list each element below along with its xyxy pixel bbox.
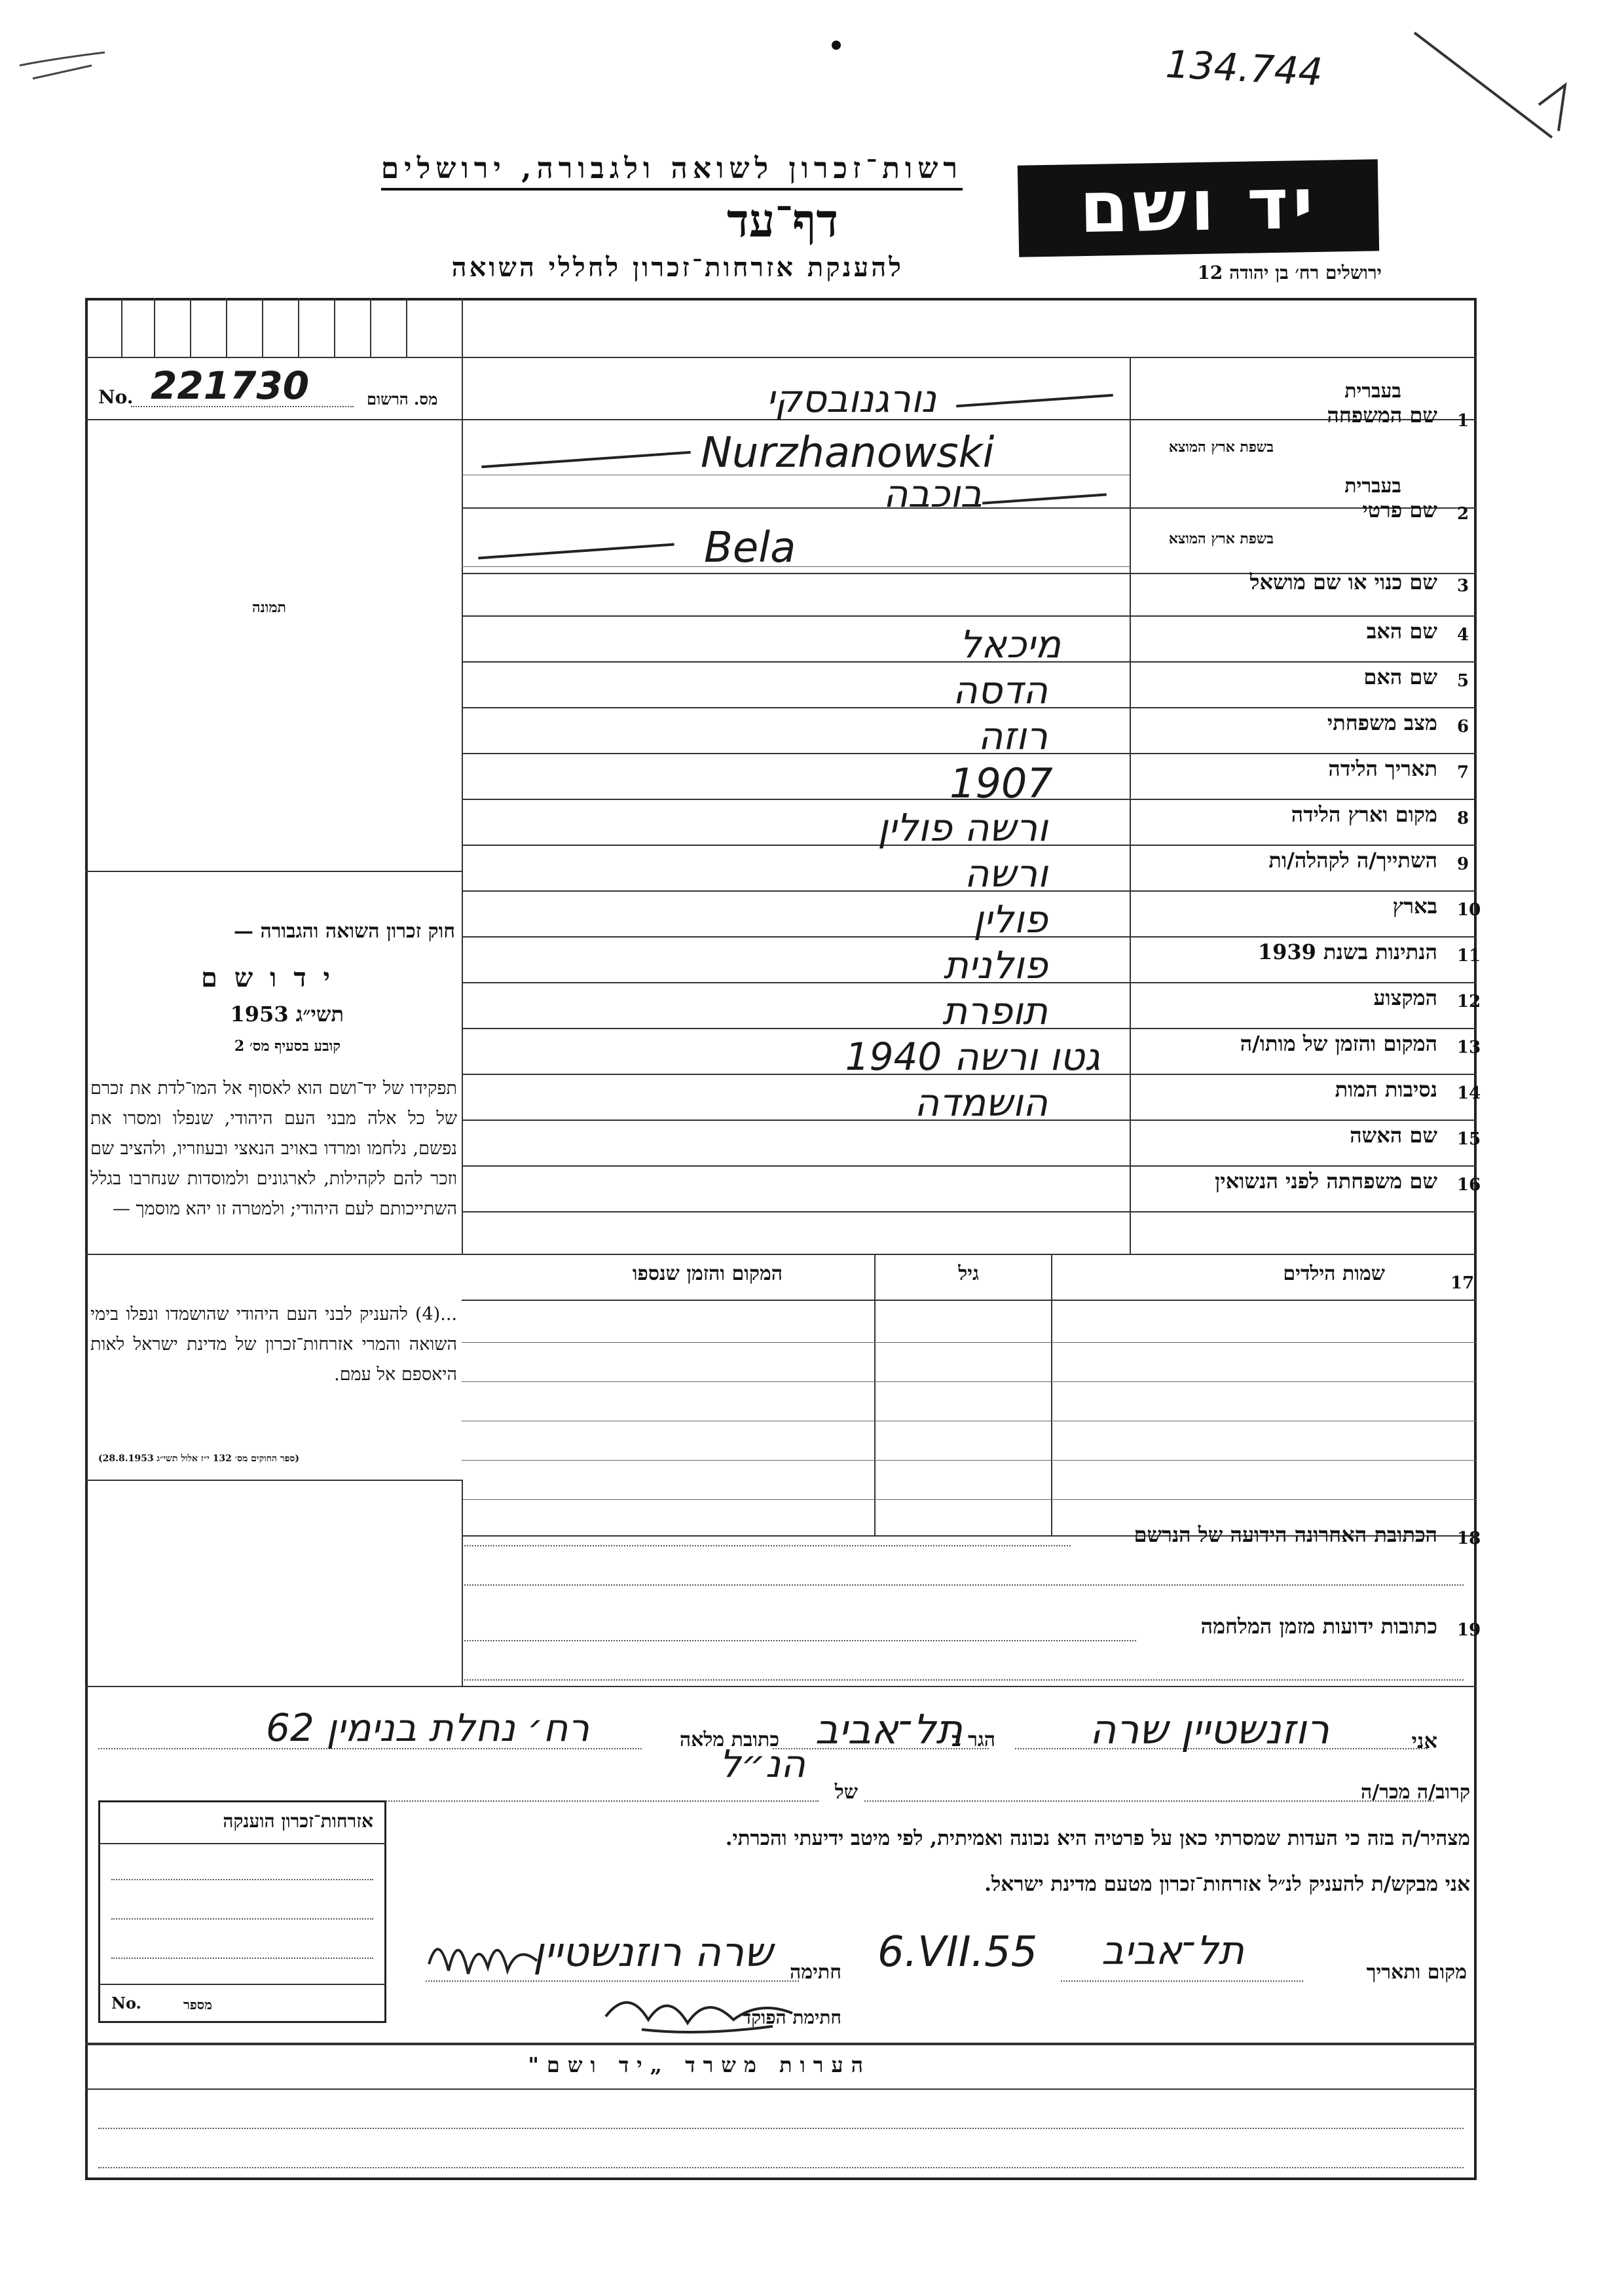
- row-line: [462, 936, 1477, 938]
- decl-officer-label: חתימת הפוקד: [742, 2007, 841, 2028]
- field-10-label: בארץ: [1392, 894, 1437, 919]
- authority-name: רשות־זכרון לשואה ולגבורה, ירושלים: [381, 152, 963, 191]
- photo-label: תמונה: [252, 599, 286, 616]
- left-column-divider: [462, 298, 463, 1254]
- decl-address-label: כתובת מלאה: [679, 1728, 779, 1751]
- decl-city: תל־אביב: [815, 1705, 963, 1753]
- decl-statement-1: מצהיר/ה בזה כי העדות שמסרתי כאן על פרטיה היא נכונה ואמיתית, לפי מיטב ידיעתי והכרתי.: [725, 1827, 1470, 1850]
- field-11-number: 11: [1457, 946, 1481, 966]
- law-year: תשי״ג 1953: [230, 1002, 344, 1027]
- decl-place-date-label: מקום ותאריך: [1366, 1961, 1467, 1984]
- field-5-label: שם האם: [1363, 665, 1437, 689]
- field-11-label: הנתינות בשנת 1939: [1257, 939, 1437, 964]
- row-line: [462, 753, 1477, 754]
- row-line: [462, 1211, 1477, 1212]
- field-15-number: 15: [1457, 1129, 1481, 1149]
- field-9-label: השתייך/ה לקהלה/ות: [1268, 848, 1437, 873]
- grid-line: [226, 298, 227, 357]
- citizenship-box-rule: [98, 1984, 386, 1985]
- field-18-line-2: [462, 1584, 1464, 1586]
- field-19-line-2: [462, 1679, 1464, 1681]
- citizenship-box: [98, 1800, 386, 2023]
- grid-line: [121, 298, 122, 357]
- law-box-bottom: [85, 1480, 462, 1481]
- officer-signature-scribble: [602, 1984, 825, 2045]
- field-2-number: 2: [1457, 504, 1469, 524]
- decl-place-value: תל־אביב: [1101, 1928, 1244, 1974]
- grid-line: [154, 298, 155, 357]
- decl-relation-value: הנ״ל: [719, 1741, 805, 1786]
- field-14-value: הושמדה: [914, 1080, 1048, 1125]
- children-row-line: [462, 1342, 1477, 1343]
- field-1-sub-hebrew: בעברית: [1344, 380, 1401, 403]
- office-notes-line: [98, 2128, 1464, 2129]
- field-4-number: 4: [1457, 625, 1469, 645]
- field-15-label: שם האשה: [1350, 1123, 1437, 1148]
- grid-line: [262, 298, 263, 357]
- law-citation: (ספר החוקים מס׳ 132 י״ז אלול תשי״ג 28.8.1953): [98, 1453, 299, 1464]
- decl-signature-label: חתימה: [790, 1961, 841, 1984]
- citizenship-box-line: [111, 1879, 373, 1880]
- section-divider: [85, 1686, 1477, 1687]
- logo-text: יד ושם: [1079, 162, 1318, 249]
- citizenship-no-label: No.: [111, 1994, 141, 2013]
- field-8-number: 8: [1457, 809, 1469, 828]
- row-line: [85, 1254, 1477, 1255]
- row-line: [462, 419, 1477, 420]
- archive-number: 134.744: [1164, 41, 1324, 95]
- left-column-divider-lower: [462, 1480, 463, 1686]
- grid-line: [406, 298, 407, 357]
- decl-of-label: של: [834, 1781, 858, 1804]
- row-line: [462, 1165, 1477, 1167]
- form-title: דף־עד: [726, 193, 838, 247]
- field-6-number: 6: [1457, 717, 1469, 737]
- field-13-number: 13: [1457, 1038, 1481, 1057]
- field-2-sub-origin: בשפת ארץ המוצא: [1168, 530, 1274, 547]
- law-paragraph-1: תפקידו של יד־ושם הוא לאסוף אל המו־לדת את זכרם של כל אלה מבני העם היהודי, שנפלו ומסרו את נפשם, נלחמו ומרדו באויב הנאצי ובעוזריו, ולהציב שם וזכר להם לקהילות, לארגונים ולמוסדות שנחרבו בגלל השתייכותם לעם היהודי; ולמטרה זו יהא מוסמך —: [90, 1078, 457, 1219]
- field-13-value: גטו ורשה 1940: [845, 1034, 1100, 1079]
- field-4-label: שם האב: [1366, 619, 1437, 644]
- decl-signature-value: שרה רוזנשטיין: [532, 1928, 773, 1976]
- field-19-number: 19: [1457, 1620, 1481, 1640]
- corner-mark-top-left: [13, 39, 118, 94]
- office-notes-title: הערות משרד „יד ושם": [528, 2052, 871, 2077]
- field-19-label: כתובות ידועות מזמן המלחמה: [1200, 1614, 1437, 1639]
- children-col-names: שמות הילדים: [1283, 1262, 1385, 1285]
- field-18-line: [462, 1545, 1071, 1546]
- witness-signature-scribble: [426, 1925, 544, 1999]
- children-col-divider: [1051, 1254, 1052, 1535]
- row-line: [462, 615, 1477, 617]
- children-col-divider: [874, 1254, 876, 1535]
- children-col-age: גיל: [958, 1262, 979, 1285]
- decl-ani: אני: [1411, 1728, 1437, 1753]
- field-3-label: שם כנוי או שם מושאל: [1249, 570, 1437, 594]
- grid-line: [334, 298, 335, 357]
- field-16-number: 16: [1457, 1175, 1481, 1195]
- office-notes-rule: [85, 2088, 1477, 2090]
- field-16-label: שם משפחתה לפני הנשואין: [1215, 1169, 1437, 1194]
- grid-line: [370, 298, 371, 357]
- law-paragraph-2: ...(4) להעניק לבני העם היהודי שהושמדו ונפלו בימי השואה והמרי אזרחות־זכרון של מדינת ישראל לאות היאספם אל עמם.: [90, 1304, 457, 1385]
- registration-no-value: 221730: [151, 363, 310, 408]
- citizenship-number-label: מספר: [183, 1997, 212, 2013]
- field-1-value-origin: Nurzhanowski: [701, 429, 995, 477]
- decl-statement-2: אני מבקש/ת להעניק לנ״ל אזרחות־זכרון מטעם מדינת ישראל.: [984, 1872, 1470, 1896]
- children-row-line: [462, 1381, 1477, 1382]
- ink-dot: [832, 41, 841, 50]
- field-10-number: 10: [1457, 900, 1481, 920]
- grid-line: [298, 298, 299, 357]
- children-table-header-line: [462, 1300, 1477, 1301]
- field-11-value: פולנית: [943, 943, 1048, 987]
- field-3-number: 3: [1457, 576, 1469, 596]
- field-10-value: פולין: [973, 897, 1048, 941]
- citizenship-box-title: אזרחות־זכרון הוענקה: [223, 1810, 373, 1832]
- field-18-number: 18: [1457, 1529, 1481, 1548]
- field-9-value: ורשה: [964, 851, 1048, 896]
- field-6-value: רוזה: [978, 714, 1048, 758]
- field-2-value-hebrew: בוכבה: [883, 471, 982, 516]
- field-8-label: מקום וארץ הלידה: [1291, 802, 1437, 827]
- field-9-number: 9: [1457, 854, 1469, 874]
- photo-box-top: [85, 419, 462, 420]
- field-12-value: תופרת: [942, 989, 1048, 1033]
- field-19-line: [462, 1640, 1136, 1641]
- field-14-label: נסיבות המות: [1335, 1077, 1437, 1102]
- field-14-number: 14: [1457, 1084, 1481, 1103]
- decl-date-value: 6.VII.55: [877, 1928, 1038, 1977]
- field-13-label: המקום והזמן של מותו/ה: [1240, 1031, 1437, 1056]
- field-6-label: מצב משפחתי: [1327, 710, 1437, 735]
- field-7-label: תאריך הלידה: [1328, 756, 1437, 781]
- field-17-number: 17: [1450, 1273, 1475, 1293]
- field-2-sub-hebrew: בעברית: [1344, 475, 1401, 498]
- decl-relation-label: קרוב/ה מכר/ה: [1361, 1781, 1470, 1804]
- children-row-line: [462, 1499, 1477, 1500]
- children-col-place: המקום והזמן שנספו: [632, 1262, 783, 1285]
- children-row-line: [462, 1460, 1477, 1461]
- field-7-number: 7: [1457, 763, 1469, 782]
- form-subtitle: להענקת אזרחות־זכרון לחללי השואה: [451, 252, 904, 283]
- field-1-sub-origin: בשפת ארץ המוצא: [1168, 439, 1274, 456]
- decl-witness-name: רוזנשטיין שרה: [1089, 1705, 1329, 1753]
- field-2-label: שם פרטי: [1362, 498, 1437, 522]
- field-2-value-origin: Bela: [704, 524, 796, 572]
- field-1-label: שם המשפחה: [1327, 403, 1437, 428]
- office-notes-top-rule: [85, 2043, 1477, 2045]
- registration-label: מס. הרשום: [367, 390, 438, 409]
- law-title: חוק זכרון השואה והגבורה —: [234, 920, 455, 943]
- field-1-number: 1: [1457, 411, 1469, 431]
- yad-vashem-logo: [1018, 159, 1379, 257]
- decl-resides-label: הגר ב: [951, 1728, 995, 1751]
- grid-line: [190, 298, 191, 357]
- law-clause: קובע בסעיף מס׳ 2: [234, 1038, 341, 1055]
- office-notes-line: [98, 2167, 1464, 2168]
- field-5-number: 5: [1457, 671, 1469, 691]
- decl-address-value: רח׳ נחלת בנימין 62: [266, 1705, 589, 1750]
- corner-mark-top-right: [1408, 26, 1578, 160]
- field-12-label: המקצוע: [1373, 985, 1437, 1010]
- decl-place-line: [1061, 1980, 1303, 1982]
- law-yad-vashem: י ד ו ש ם: [201, 962, 334, 993]
- registration-no-label: No.: [98, 386, 134, 408]
- citizenship-box-line: [111, 1918, 373, 1920]
- citizenship-box-rule: [98, 1843, 386, 1844]
- field-8-value: ורשה פולין: [877, 805, 1048, 850]
- photo-box-bottom: [85, 871, 462, 872]
- field-18-label: הכתובת האחרונה הידועה של הנרשם: [1134, 1522, 1437, 1547]
- citizenship-box-line: [111, 1958, 373, 1959]
- institution-address: ירושלים רח׳ בן יהודה 12: [1197, 262, 1382, 283]
- decl-relation-line: [864, 1800, 1434, 1802]
- field-7-value: 1907: [950, 759, 1053, 807]
- field-12-number: 12: [1457, 992, 1481, 1011]
- grid-line: [85, 357, 1477, 358]
- field-1-value-hebrew: נורגנובסקי: [766, 376, 936, 421]
- field-4-value: מיכאל: [959, 622, 1061, 666]
- field-5-value: הדסה: [952, 668, 1048, 712]
